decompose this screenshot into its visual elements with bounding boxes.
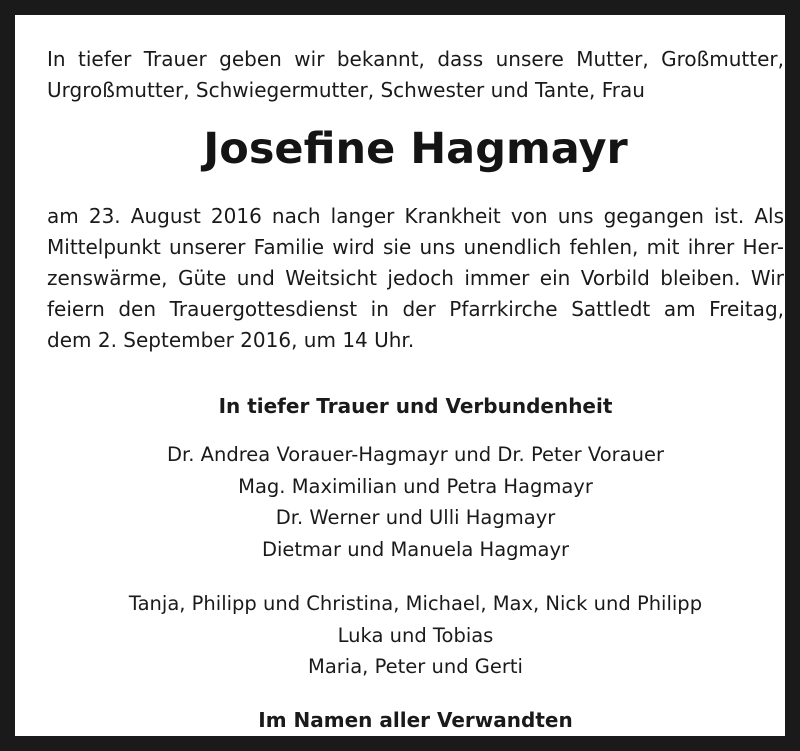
mourner-line: Tanja, Philipp und Christina, Michael, Max, Nick und Philipp: [128, 592, 703, 615]
signature-line: Im Namen aller Verwandten: [258, 708, 573, 732]
closing-heading-block: [47, 391, 784, 421]
relatives-list: [47, 588, 784, 683]
mourner-line: Luka und Tobias: [337, 623, 494, 647]
notice-paragraph: [47, 201, 784, 356]
mourner-line: Dr. Werner und Ulli Hagmayr: [275, 506, 556, 529]
notice-line: am 23. August 2016 nach langer Krankheit von uns gegangen ist. Als: [47, 204, 784, 228]
children-list: [47, 439, 784, 565]
notice-line: zenswärme, Güte und Weitsicht jedoch immer ein Vorbild bleiben. Wir: [47, 266, 784, 290]
signature-block: [47, 705, 784, 735]
mourner-line: Dr. Andrea Vorauer-Hagmayr und Dr. Peter Vorauer: [167, 443, 664, 466]
closing-heading: In tiefer Trauer und Verbundenheit: [218, 394, 613, 418]
notice-line: dem 2. September 2016, um 14 Uhr.: [47, 328, 415, 352]
intro-line: Urgroßmutter, Schwiegermutter, Schwester und Tante, Frau: [47, 78, 645, 102]
intro-line: In tiefer Trauer geben wir bekannt, dass unsere Mutter, Großmutter,: [47, 47, 784, 71]
intro-paragraph: [47, 44, 784, 106]
mourner-line: Mag. Maximilian und Petra Hagmayr: [238, 474, 593, 498]
mourner-line: Maria, Peter und Gerti: [308, 655, 523, 678]
notice-line: feiern den Trauergottesdienst in der Pfarrkirche Sattledt am Freitag,: [47, 297, 784, 321]
mourner-line: Dietmar und Manuela Hagmayr: [261, 537, 570, 561]
deceased-name: Josefine Hagmayr: [203, 124, 628, 174]
notice-line: Mittelpunkt unserer Familie wird sie uns unendlich fehlen, mit ihrer Her-: [47, 235, 784, 259]
